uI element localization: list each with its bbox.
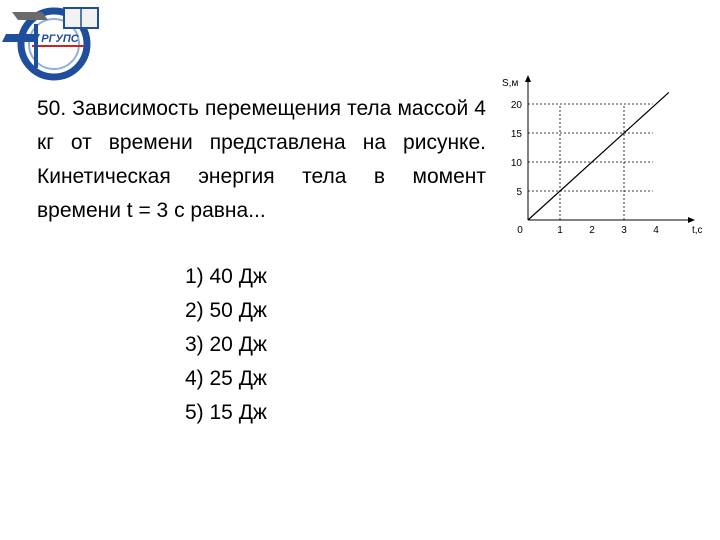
displacement-time-graph xyxy=(498,72,710,242)
answer-option-5: 5) 15 Дж xyxy=(185,401,267,424)
x-tick-label-4: 4 xyxy=(653,225,659,236)
y-tick-label-5: 5 xyxy=(516,187,522,198)
y-axis-arrow xyxy=(525,75,531,82)
answer-list xyxy=(185,260,267,430)
x-tick-label-3: 3 xyxy=(621,225,627,236)
answer-option-4: 4) 25 Дж xyxy=(185,367,267,390)
series-lines xyxy=(528,92,669,220)
y-axis-label: S,м xyxy=(502,78,519,89)
x-tick-labels xyxy=(557,225,659,236)
x-tick-label-1: 1 xyxy=(557,225,563,236)
x-tick-label-2: 2 xyxy=(589,225,595,236)
y-tick-label-10: 10 xyxy=(510,158,522,169)
logo-text: РГУПС xyxy=(41,33,79,45)
y-tick-labels xyxy=(511,100,523,198)
y-tick-label-20: 20 xyxy=(510,100,522,111)
series-line-1 xyxy=(528,92,669,220)
university-logo xyxy=(2,2,102,82)
answer-option-2: 2) 50 Дж xyxy=(185,299,267,322)
x-axis-arrow xyxy=(688,217,695,223)
x-axis-label: t,c xyxy=(692,225,703,236)
y-tick-label-15: 15 xyxy=(510,129,522,140)
answer-option-1: 1) 40 Дж xyxy=(185,265,267,288)
answer-option-3: 3) 20 Дж xyxy=(185,333,267,356)
origin-label: 0 xyxy=(517,225,523,236)
question-text: 50. Зависимость перемещения тела массой 4 кг от времени представлена на рисунке. Кинетическая энергия тела в момент времени t = 3 с равна... xyxy=(37,97,486,222)
